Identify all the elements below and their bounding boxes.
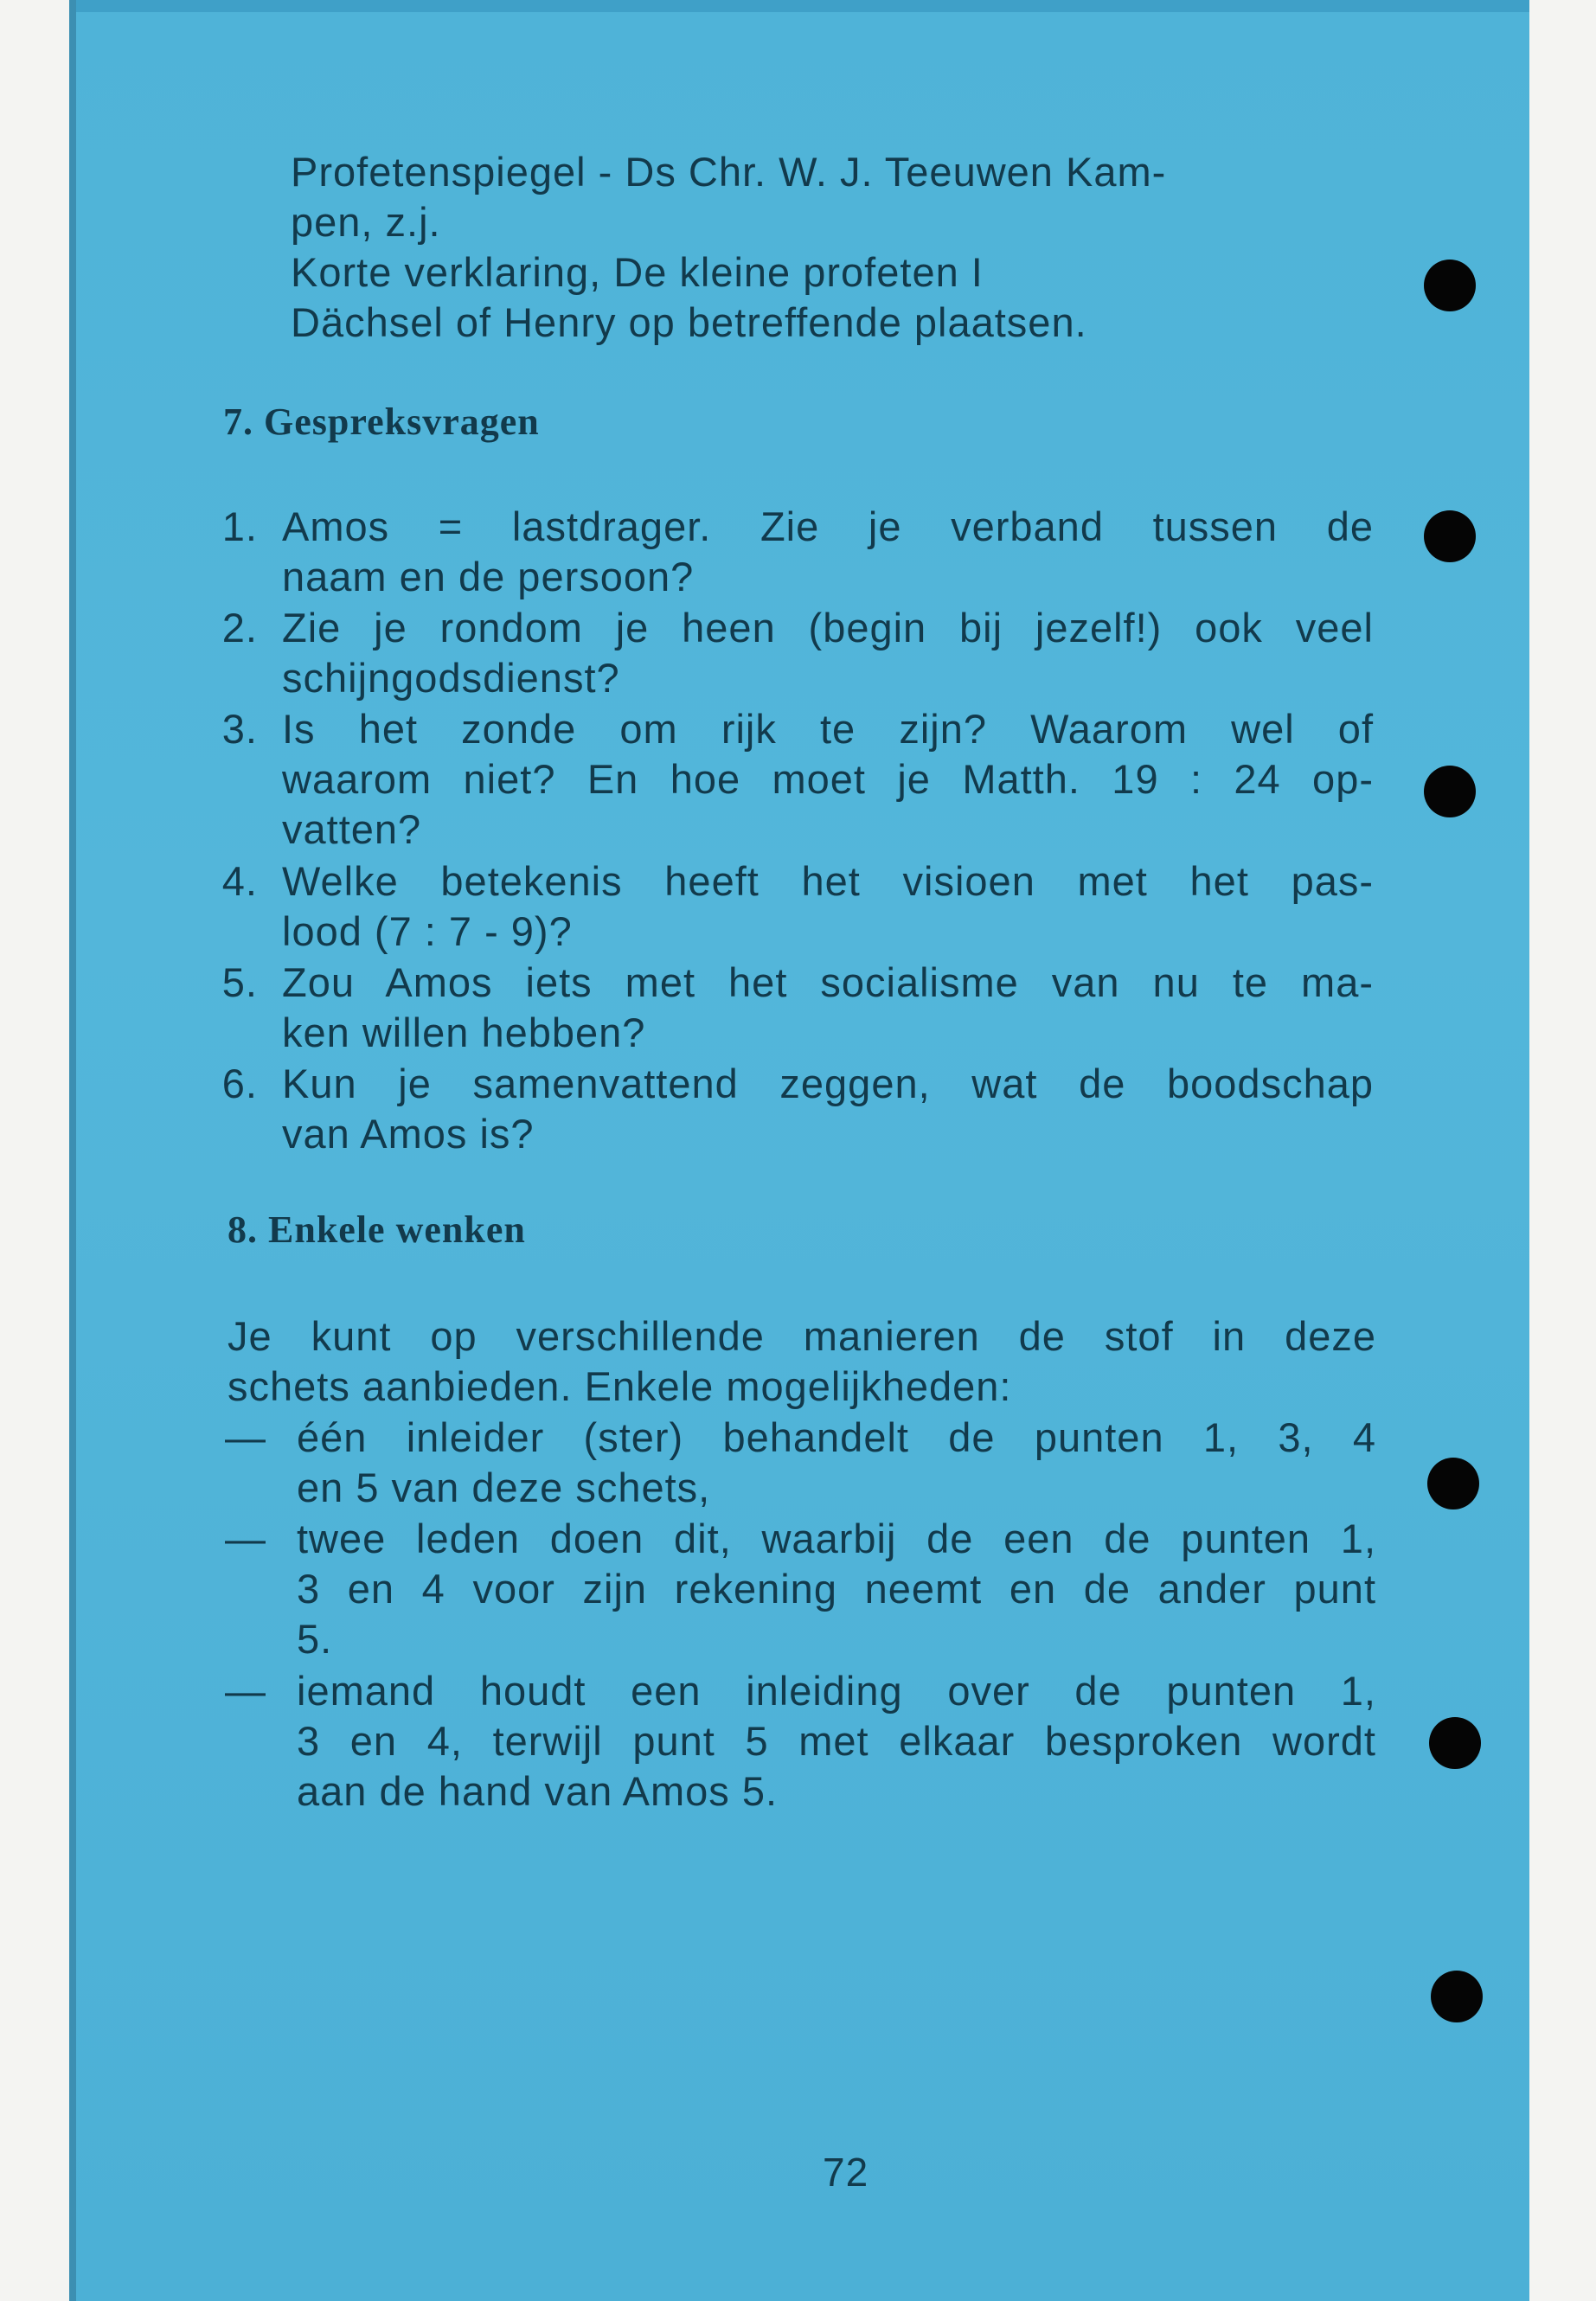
document-page — [69, 0, 1529, 2301]
question-number: 4. — [221, 858, 258, 904]
dash-bullet: — — [225, 1516, 266, 1561]
list-item-line: 5. — [297, 1616, 333, 1662]
section-heading-enkele-wenken: 8. Enkele wenken — [228, 1208, 526, 1251]
list-item-line: en 5 van deze schets, — [297, 1465, 711, 1510]
question-number: 1. — [221, 503, 258, 549]
reference-line-3: Korte verklaring, De kleine profeten I — [291, 249, 984, 295]
page-number: 72 — [823, 2150, 869, 2195]
dash-bullet: — — [225, 1414, 266, 1460]
question-line: Kun je samenvattend zeggen, wat de boodschap — [282, 1061, 1374, 1106]
question-line: ken willen hebben? — [282, 1009, 646, 1055]
punch-hole — [1424, 510, 1476, 562]
list-item-line: 3 en 4, terwijl punt 5 met elkaar besproken wordt — [297, 1718, 1376, 1764]
reference-text: Profetenspiegel - Ds Chr. W. J. Teeuwen Kam- — [291, 149, 1167, 195]
question-line: lood (7 : 7 - 9)? — [282, 908, 573, 954]
question-line: vatten? — [282, 806, 422, 852]
question-number: 2. — [221, 605, 258, 651]
dash-bullet: — — [225, 1668, 266, 1714]
punch-hole — [1424, 260, 1476, 311]
list-item-line: één inleider (ster) behandelt de punten 1, 3, 4 — [297, 1414, 1376, 1460]
reference-line-4: Dächsel of Henry op betreffende plaatsen. — [291, 299, 1087, 345]
intro-line: schets aanbieden. Enkele mogelijkheden: — [228, 1363, 1012, 1409]
question-line: Is het zonde om rijk te zijn? Waarom wel of — [282, 706, 1374, 752]
punch-hole — [1427, 1458, 1479, 1509]
list-item-line: aan de hand van Amos 5. — [297, 1768, 779, 1814]
punch-hole — [1424, 766, 1476, 817]
question-line: schijngodsdienst? — [282, 655, 620, 701]
reference-line-2: pen, z.j. — [291, 199, 441, 245]
list-item-line: twee leden doen dit, waarbij de een de punten 1, — [297, 1516, 1376, 1561]
question-line: Zou Amos iets met het socialisme van nu te ma- — [282, 959, 1374, 1005]
list-item-line: 3 en 4 voor zijn rekening neemt en de ander punt — [297, 1566, 1376, 1612]
question-line: Welke betekenis heeft het visioen met het pas- — [282, 858, 1374, 904]
section-heading-gespreksvragen: 7. Gespreksvragen — [223, 401, 540, 443]
question-number: 3. — [221, 706, 258, 752]
intro-line: Je kunt op verschillende manieren de stof in deze — [228, 1313, 1376, 1359]
reference-line-1 — [291, 147, 1381, 197]
list-item-line: iemand houdt een inleiding over de punten 1, — [297, 1668, 1376, 1714]
question-line: Amos = lastdrager. Zie je verband tussen de — [282, 503, 1374, 549]
question-line: van Amos is? — [282, 1111, 535, 1157]
punch-hole — [1429, 1717, 1481, 1769]
question-number: 5. — [221, 959, 258, 1005]
question-line: naam en de persoon? — [282, 554, 695, 599]
question-line: waarom niet? En hoe moet je Matth. 19 : 24 op- — [282, 756, 1374, 802]
question-number: 6. — [221, 1061, 258, 1106]
question-line: Zie je rondom je heen (begin bij jezelf!) ook veel — [282, 605, 1374, 651]
punch-hole — [1431, 1971, 1483, 2022]
